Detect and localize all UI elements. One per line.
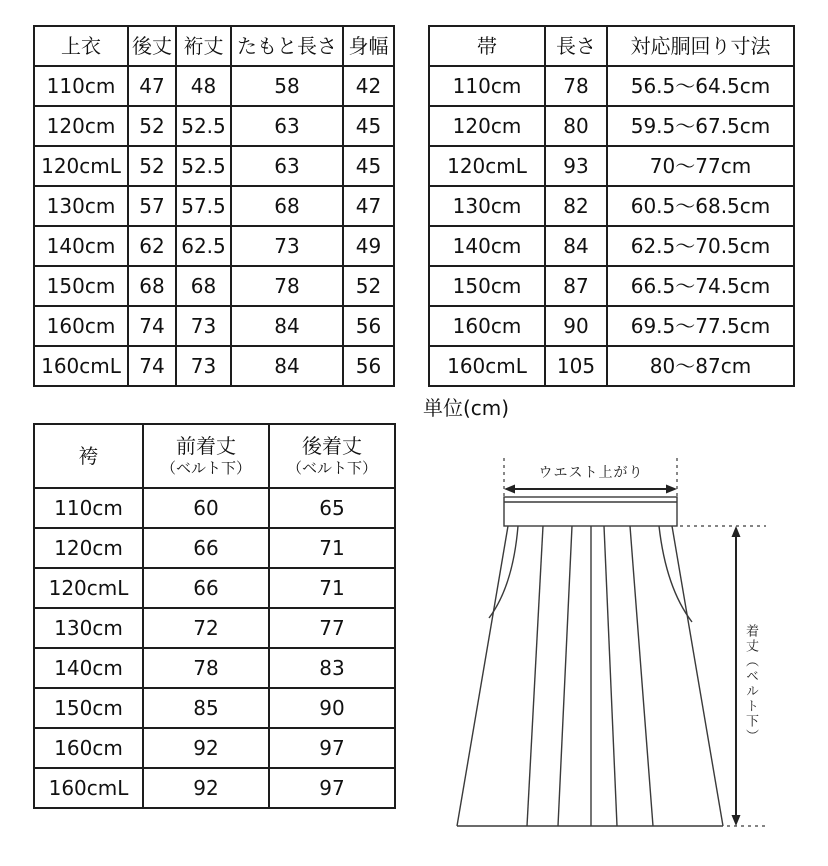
table-cell: 45 (343, 106, 394, 146)
table-cell: 78 (231, 266, 343, 306)
header-row (34, 424, 395, 488)
table-cell: 56.5〜64.5cm (607, 66, 794, 106)
table-cell: 57.5 (176, 186, 231, 226)
table-row (34, 346, 394, 386)
hakama-size-table (33, 423, 396, 809)
table-row (34, 186, 394, 226)
column-header (143, 424, 269, 488)
table-cell: 73 (176, 306, 231, 346)
table-cell: 90 (545, 306, 607, 346)
table-cell: 47 (128, 66, 176, 106)
jacket-size-table (33, 25, 395, 387)
table-row (34, 488, 395, 528)
table-row (34, 266, 394, 306)
table-cell: 47 (343, 186, 394, 226)
table-cell: 70〜77cm (607, 146, 794, 186)
table-row (34, 146, 394, 186)
table-row (34, 688, 395, 728)
table-row (34, 648, 395, 688)
table-cell: 45 (343, 146, 394, 186)
size-label-cell: 120cm (429, 106, 545, 146)
table-cell: 56 (343, 306, 394, 346)
skirt-length-label: 着丈（ベルト下） (743, 624, 758, 744)
table-cell: 78 (545, 66, 607, 106)
table-cell: 87 (545, 266, 607, 306)
table-row (429, 106, 794, 146)
table-cell: 74 (128, 306, 176, 346)
header-main: 前着丈 (176, 434, 236, 459)
size-label-cell: 120cmL (429, 146, 545, 186)
header-row (34, 26, 394, 66)
column-header: 長さ (545, 26, 607, 66)
table-cell: 62.5〜70.5cm (607, 226, 794, 266)
size-label-cell: 140cm (34, 648, 143, 688)
size-label-cell: 160cm (429, 306, 545, 346)
size-label-cell: 150cm (34, 266, 128, 306)
table-cell: 72 (143, 608, 269, 648)
column-header (269, 424, 395, 488)
table-cell: 66.5〜74.5cm (607, 266, 794, 306)
size-label-cell: 120cmL (34, 568, 143, 608)
table-cell: 52 (128, 146, 176, 186)
table-cell: 52 (343, 266, 394, 306)
table-cell: 42 (343, 66, 394, 106)
table-cell: 52.5 (176, 146, 231, 186)
size-label-cell: 130cm (34, 186, 128, 226)
table-cell: 93 (545, 146, 607, 186)
table-cell: 84 (231, 306, 343, 346)
table-cell: 49 (343, 226, 394, 266)
size-label-cell: 160cm (34, 728, 143, 768)
table-cell: 92 (143, 728, 269, 768)
table-row (34, 568, 395, 608)
table-cell: 80〜87cm (607, 346, 794, 386)
table-row (34, 306, 394, 346)
column-header: 対応胴回り寸法 (607, 26, 794, 66)
table-row (429, 306, 794, 346)
table-row (429, 266, 794, 306)
size-label-cell: 150cm (429, 266, 545, 306)
size-label-cell: 120cmL (34, 146, 128, 186)
size-label-cell: 110cm (34, 66, 128, 106)
table-cell: 62 (128, 226, 176, 266)
size-label-cell: 130cm (34, 608, 143, 648)
table-cell: 63 (231, 106, 343, 146)
table-cell: 68 (128, 266, 176, 306)
size-label-cell: 120cm (34, 528, 143, 568)
table-cell: 80 (545, 106, 607, 146)
table-row (429, 66, 794, 106)
table-row (34, 106, 394, 146)
table-cell: 59.5〜67.5cm (607, 106, 794, 146)
obi-size-table (428, 25, 795, 387)
header-main: 後着丈 (302, 434, 362, 459)
table-cell: 92 (143, 768, 269, 808)
table-cell: 78 (143, 648, 269, 688)
table-cell: 66 (143, 528, 269, 568)
column-header: たもと長さ (231, 26, 343, 66)
table-cell: 63 (231, 146, 343, 186)
table-row (429, 226, 794, 266)
table-cell: 84 (231, 346, 343, 386)
table-cell: 97 (269, 768, 395, 808)
table-cell: 71 (269, 528, 395, 568)
table-cell: 57 (128, 186, 176, 226)
table-cell: 48 (176, 66, 231, 106)
size-label-cell: 110cm (34, 488, 143, 528)
header-sub: （ベルト下） (160, 459, 251, 478)
table-cell: 90 (269, 688, 395, 728)
table-cell: 73 (176, 346, 231, 386)
size-label-cell: 160cmL (34, 346, 128, 386)
table-cell: 83 (269, 648, 395, 688)
table-cell: 65 (269, 488, 395, 528)
size-label-cell: 160cmL (34, 768, 143, 808)
table-cell: 56 (343, 346, 394, 386)
table-cell: 52 (128, 106, 176, 146)
hakama-measurement-diagram (430, 448, 828, 866)
header-row (429, 26, 794, 66)
table-row (34, 528, 395, 568)
waist-width-label: ウエスト上がり (538, 465, 644, 481)
table-cell: 73 (231, 226, 343, 266)
column-header: 袴 (34, 424, 143, 488)
pleat-lines (527, 526, 653, 826)
table-cell: 69.5〜77.5cm (607, 306, 794, 346)
table-cell: 52.5 (176, 106, 231, 146)
header-sub: （ベルト下） (286, 459, 377, 478)
size-label-cell: 110cm (429, 66, 545, 106)
size-label-cell: 140cm (34, 226, 128, 266)
size-label-cell: 150cm (34, 688, 143, 728)
table-cell: 85 (143, 688, 269, 728)
unit-note: 単位(cm) (423, 396, 510, 420)
column-header: 上衣 (34, 26, 128, 66)
table-cell: 71 (269, 568, 395, 608)
table-row (429, 346, 794, 386)
table-row (34, 608, 395, 648)
table-row (34, 226, 394, 266)
table-cell: 105 (545, 346, 607, 386)
table-row (429, 186, 794, 226)
table-cell: 58 (231, 66, 343, 106)
table-cell: 84 (545, 226, 607, 266)
hakama-skirt-outline (457, 526, 723, 826)
column-header: 帯 (429, 26, 545, 66)
column-header: 身幅 (343, 26, 394, 66)
table-cell: 60.5〜68.5cm (607, 186, 794, 226)
waist-dimension-arrow (504, 485, 677, 494)
table-cell: 60 (143, 488, 269, 528)
table-cell: 68 (231, 186, 343, 226)
size-label-cell: 130cm (429, 186, 545, 226)
column-header: 後丈 (128, 26, 176, 66)
size-label-cell: 120cm (34, 106, 128, 146)
table-row (34, 66, 394, 106)
hakama-diagram-drawing (430, 448, 828, 866)
size-label-cell: 160cm (34, 306, 128, 346)
table-row (429, 146, 794, 186)
table-cell: 66 (143, 568, 269, 608)
waistband (504, 497, 677, 526)
table-cell: 68 (176, 266, 231, 306)
size-label-cell: 140cm (429, 226, 545, 266)
column-header: 裄丈 (176, 26, 231, 66)
table-row (34, 728, 395, 768)
table-cell: 77 (269, 608, 395, 648)
table-cell: 97 (269, 728, 395, 768)
table-cell: 62.5 (176, 226, 231, 266)
table-cell: 74 (128, 346, 176, 386)
size-label-cell: 160cmL (429, 346, 545, 386)
table-row (34, 768, 395, 808)
table-cell: 82 (545, 186, 607, 226)
